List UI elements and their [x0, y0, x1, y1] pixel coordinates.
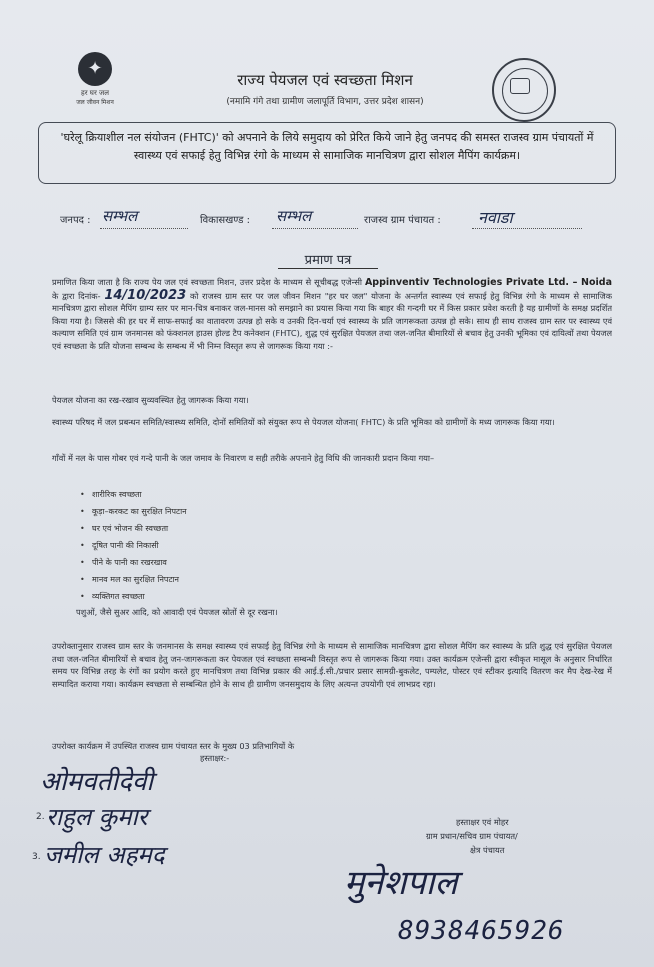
emblem-core-icon [510, 78, 530, 94]
seal-label-3: क्षेत्र पंचायत [470, 845, 505, 855]
up-government-emblem [492, 58, 556, 122]
district-value: सम्भल [102, 207, 138, 225]
list-item: • शारीरिक स्वच्छता [80, 486, 380, 503]
mission-subtitle: (नमामि गंगे तथा ग्रामीण जलापूर्ति विभाग, उत्तर प्रदेश शासन) [226, 97, 424, 107]
agency-name: Appinventiv Technologies Private Ltd. – Noida [364, 277, 612, 288]
list-item: • कूड़ा–करकट का सुरक्षित निपटान [80, 503, 380, 520]
district-underline [100, 228, 188, 229]
list-item: • पीने के पानी का रखरखाव [80, 554, 380, 571]
block-underline [272, 228, 358, 229]
district-label: जनपद : [60, 215, 91, 226]
list-item: • मानव मल का सुरक्षित निपटान [80, 571, 380, 588]
seal-label-2: ग्राम प्रधान/सचिव ग्राम पंचायत/ [426, 831, 518, 841]
list-item: • व्यक्तिगत स्वच्छता [80, 588, 380, 605]
panchayat-value: नवाडा [478, 208, 513, 227]
point-2: स्वास्थ्य परिषद में जल प्रबन्धन समिति/स्वास्थ्य समिति, दोनों समितियों को संयुक्त रूप से पेयजल योजना( FHTC) के प्रति भूमिका को ग्रामीणों के मध्य जागरूक किया गया। [52, 417, 555, 427]
point-3: गाँवों में नल के पास गोबर एवं गन्दे पानी के जल जमाव के निवारण व सही तरीके अपनाने हेतु विधि की जानकारी प्रदान किया गया– [52, 453, 435, 463]
p1-start: प्रमाणित किया जाता है कि राज्य पेय जल एवं स्वच्छता मिशन, उत्तर प्रदेश के माध्यम से सूचीबद्ध एजेन्सी [52, 277, 362, 287]
signatures-label: हस्ताक्षर:- [200, 753, 230, 763]
logo-caption-1: हर घर जल [81, 89, 109, 97]
participants-note: उपरोक्त कार्यक्रम में उपस्थित राजस्व ग्राम पंचायत स्तर के मुख्य 03 प्रतिभागियों के [52, 741, 295, 751]
water-drop-icon: ✦ [78, 52, 112, 86]
signer-phone: 8938465926 [398, 916, 565, 946]
signer-signature: मुनेशपाल [344, 863, 458, 903]
p1-date-label: के द्वारा दिनांक- [52, 290, 101, 301]
participant-number-3: 3. [32, 852, 41, 862]
panchayat-underline [472, 228, 582, 229]
location-row [60, 208, 620, 230]
certificate-title: प्रमाण पत्र [278, 250, 378, 269]
point-1: पेयजल योजना का रख-रखाव सुव्यवस्थित हेतु जागरूक किया गया। [52, 395, 249, 405]
program-date: 14/10/2023 [104, 287, 187, 303]
panchayat-label: राजस्व ग्राम पंचायत : [364, 215, 441, 226]
participant-signature-2: राहुल कुमार [46, 803, 148, 831]
p1-rest: को राजस्व ग्राम स्तर पर जल जीवन मिशन "हर घर जल" योजना के अन्तर्गत स्वास्थ्य एवं सफाई हेतु विभिन्न रंगो के माध्यम से सामाजिक मानचित्रण द्वारा सोशल मैपिंग ग्राम्य स्तर पर मान-चित्र बनाकर जल-मानस को समझाने का प्रयास किया गया कि बाहर की गन्दगी घर में किस प्रकार प्रवेश करती है यह ग्रामीणों के समक्ष प्रदर्शित किया गया है। जिससे की हर घर में साफ-सफाई का वातावरण उत्पन्न हो सके व उनकी दिन-चर्या एवं स्वास्थ्य के प्रति जागरूकता उत्पन्न हो सके। साथ ही साथ राजस्व ग्राम स्तर पर स्वास्थ्य एवं कल्याण समिति एवं ग्राम जनमानस को फंक्शनल हाउस होल्ड टैप कनेक्शन (FHTC), शुद्ध एवं सुरक्षित पेयजल तथा जल-जनित बीमारियों से बचाव हेतु उनकी भूमिका एवं दायित्वों तथा पेयजल एवं स्वच्छता के प्रति योजना सम्बन्ध के सम्बन्ध में भी निम्न विस्तृत रूप से जागरूक किया गया :- [52, 290, 612, 351]
mission-title: राज्य पेयजल एवं स्वच्छता मिशन [237, 71, 413, 89]
certificate-paragraph-2: उपरोक्तानुसार राजस्व ग्राम स्तर के जनमानस के समक्ष स्वास्थ्य एवं सफाई हेतु विभिन्न रंगो के माध्यम से सामाजिक मानचित्रण द्वारा सोशल मैपिंग कर स्वास्थ्य के प्रति शुद्ध एवं सुरक्षित पेयजल तथा जल-जनित बीमारियों से बचाव हेतु जन-जागरूकता कर पेयजल एवं स्वच्छता सम्बन्धी विस्तृत रूप से जागरूक किया गया। उक्त कार्यक्रम एजेन्सी द्वारा स्वीकृत मासूल के अनुसार निर्धारित समय पर विभिन्न तरह के रंगों का प्रयोग करते हुए मानचित्रण तथा विभिन्न प्रकार की आई.ई.सी./प्रचार प्रसार सामग्री-बुकलेट, पम्पलेट, पोस्टर एवं स्टीकर इत्यादि वितरण कर मैप देख-रेख में सम्पादित कराया गया। कार्यक्रम स्वच्छता से सम्बन्धित होने के साथ ही ग्रामीण जनसमुदाय के लिए अत्यन्त उपयोगी एवं लाभप्रद रहा। [52, 641, 612, 689]
logo-caption-2: जल जीवन मिशन [76, 99, 114, 106]
animal-note: पशुओं, जैसे सुअर आदि, को आवादी एवं पेयजल स्रोतों से दूर रखना। [76, 607, 278, 617]
participant-number-2: 2. [36, 812, 45, 822]
participant-signature-3: जमील अहमद [44, 841, 165, 869]
program-banner: 'घरेलू क्रियाशील नल संयोजन (FHTC)' को अपनाने के लिये समुदाय को प्रेरित किये जाने हेतु जनपद की समस्त राजस्व ग्राम पंचायतों में स्वास्थ्य एवं सफाई हेतु विभिन्न रंगो के माध्यम से सामाजिक मानचित्रण द्वारा सोशल मैपिंग कार्यक्रम। [38, 122, 616, 184]
list-item: • दूषित पानी की निकासी [80, 537, 380, 554]
hygiene-topics-list [80, 486, 380, 605]
list-item: • घर एवं भोजन की स्वच्छता [80, 520, 380, 537]
certificate-paragraph-1 [52, 276, 612, 384]
block-label: विकासखण्ड : [200, 215, 251, 226]
block-value: सम्भल [276, 207, 312, 225]
har-ghar-jal-logo [60, 52, 130, 106]
participant-signature-1: ओमवतीदेवी [40, 767, 154, 797]
seal-label-1: हस्ताक्षर एवं मोहर [456, 817, 509, 827]
